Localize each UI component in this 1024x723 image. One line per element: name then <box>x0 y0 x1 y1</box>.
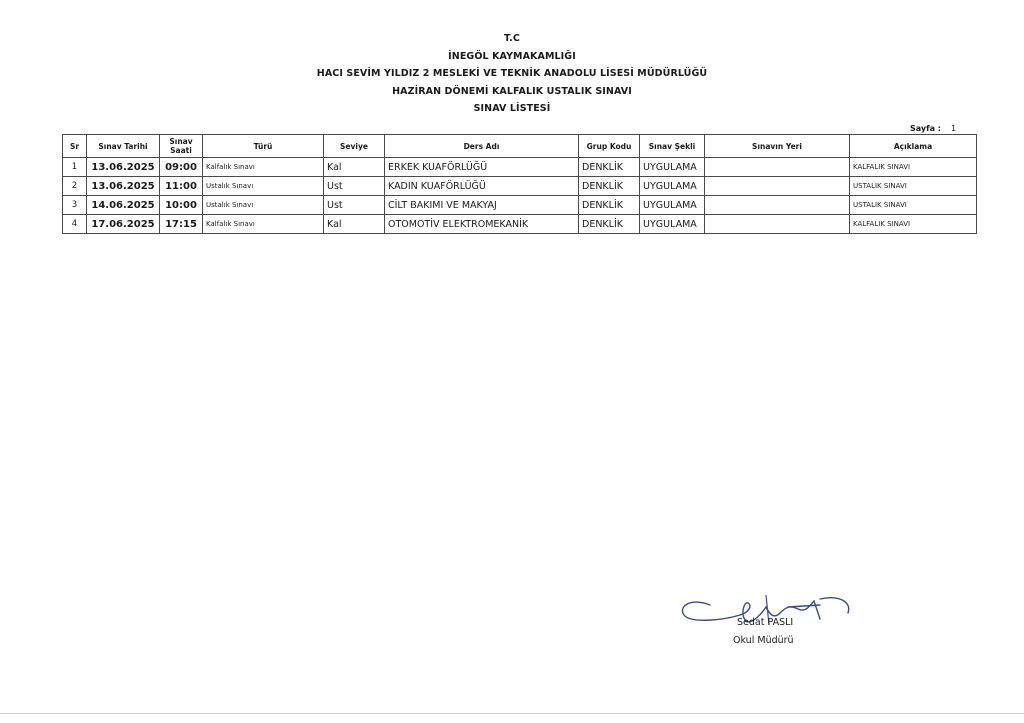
page-number-label: Sayfa : <box>910 124 941 133</box>
cell-course: OTOMOTİV ELEKTROMEKANİK <box>385 215 579 234</box>
cell-place <box>705 177 850 196</box>
cell-type: Kalfalık Sınavı <box>203 215 324 234</box>
cell-time: 11:00 <box>160 177 203 196</box>
header-line-tc: T.C <box>504 33 520 44</box>
cell-place <box>705 215 850 234</box>
cell-course: CİLT BAKIMI VE MAKYAJ <box>385 196 579 215</box>
header-line-list-title: SINAV LİSTESİ <box>473 103 551 114</box>
cell-type: Ustalık Sınavı <box>203 196 324 215</box>
signer-role: Okul Müdürü <box>733 635 794 646</box>
header-line-district: İNEGÖL KAYMAKAMLIĞI <box>448 50 576 62</box>
header-line-school: HACI SEVİM YILDIZ 2 MESLEKİ VE TEKNİK ANADOLU LİSESİ MÜDÜRLÜĞÜ <box>316 68 708 79</box>
page-number-value: 1 <box>951 124 957 133</box>
cell-place <box>705 196 850 215</box>
cell-date: 13.06.2025 <box>87 158 160 177</box>
cell-level: Ust <box>324 196 385 215</box>
table-row <box>63 177 977 196</box>
col-header-course: Ders Adı <box>385 135 579 158</box>
cell-date: 13.06.2025 <box>87 177 160 196</box>
header-line-exam-term: HAZİRAN DÖNEMİ KALFALIK USTALIK SINAVI <box>392 85 632 97</box>
cell-sr: 1 <box>63 158 87 177</box>
cell-sr: 4 <box>63 215 87 234</box>
col-header-format: Sınav Şekli <box>640 135 705 158</box>
cell-time: 09:00 <box>160 158 203 177</box>
table-row <box>63 215 977 234</box>
cell-sr: 2 <box>63 177 87 196</box>
cell-format: UYGULAMA <box>640 215 705 234</box>
cell-type: Ustalık Sınavı <box>203 177 324 196</box>
cell-note: KALFALIK SINAVI <box>850 215 977 234</box>
cell-note: KALFALIK SINAVI <box>850 158 977 177</box>
page-bottom-rule <box>0 713 1024 714</box>
cell-level: Ust <box>324 177 385 196</box>
col-header-date: Sınav Tarihi <box>87 135 160 158</box>
cell-note: USTALIK SINAVI <box>850 177 977 196</box>
cell-level: Kal <box>324 215 385 234</box>
cell-date: 17.06.2025 <box>87 215 160 234</box>
document-header <box>0 30 1024 118</box>
cell-course: ERKEK KUAFÖRLÜĞÜ <box>385 158 579 177</box>
col-header-type: Türü <box>203 135 324 158</box>
col-header-level: Seviye <box>324 135 385 158</box>
cell-group: DENKLİK <box>579 215 640 234</box>
cell-time: 17:15 <box>160 215 203 234</box>
cell-group: DENKLİK <box>579 158 640 177</box>
cell-note: USTALIK SINAVI <box>850 196 977 215</box>
signer-name: Sedat PASLI <box>737 617 794 628</box>
cell-time: 10:00 <box>160 196 203 215</box>
cell-type: Kalfalık Sınavı <box>203 158 324 177</box>
col-header-note: Açıklama <box>850 135 977 158</box>
page-number <box>910 124 956 133</box>
cell-place <box>705 158 850 177</box>
cell-group: DENKLİK <box>579 196 640 215</box>
cell-format: UYGULAMA <box>640 158 705 177</box>
cell-group: DENKLİK <box>579 177 640 196</box>
cell-date: 14.06.2025 <box>87 196 160 215</box>
col-header-place: Sınavın Yeri <box>705 135 850 158</box>
col-header-group: Grup Kodu <box>579 135 640 158</box>
table-row <box>63 158 977 177</box>
cell-format: UYGULAMA <box>640 177 705 196</box>
cell-level: Kal <box>324 158 385 177</box>
col-header-time: Sınav Saati <box>160 135 203 158</box>
exam-table <box>62 134 977 234</box>
table-row <box>63 196 977 215</box>
cell-sr: 3 <box>63 196 87 215</box>
cell-format: UYGULAMA <box>640 196 705 215</box>
col-header-sr: Sr <box>63 135 87 158</box>
cell-course: KADIN KUAFÖRLÜĞÜ <box>385 177 579 196</box>
table-header-row <box>63 135 977 158</box>
